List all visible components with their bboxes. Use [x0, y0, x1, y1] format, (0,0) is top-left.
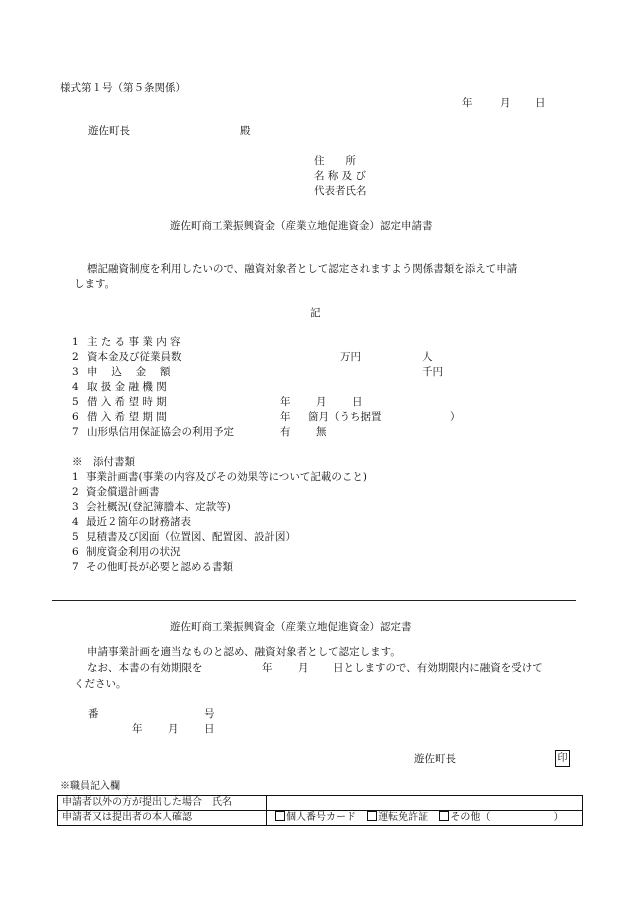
attachment-text: 会社概況(登記簿謄本、定款等)	[86, 501, 231, 513]
drivers-license-label: 運転免許証	[378, 812, 429, 823]
period-year: 年	[280, 396, 291, 408]
my-number-card-checkbox[interactable]	[275, 812, 356, 823]
cert-line-2-end: 日としますので、有効期限内に融資を受けて	[333, 662, 543, 674]
item-row	[72, 335, 552, 350]
cert-expiry-year: 年	[262, 662, 273, 674]
date-day: 日	[535, 97, 546, 109]
staff-table	[57, 795, 583, 826]
item-row	[72, 365, 552, 380]
attachment-item	[72, 530, 296, 545]
guarantee-yes: 有	[280, 426, 291, 438]
item-label: 資本金及び従業員数	[87, 351, 182, 363]
item-row	[72, 395, 552, 410]
checkbox-icon	[367, 811, 377, 821]
attachment-item	[72, 500, 231, 515]
item-label: 申 込 金 額	[87, 366, 171, 378]
item-number: 2	[72, 351, 79, 363]
item-number: 7	[72, 426, 79, 438]
attachment-item	[72, 560, 233, 575]
cert-line-3: ください。	[74, 678, 127, 690]
attachment-number: 4	[72, 516, 79, 528]
item-row	[72, 425, 552, 440]
identity-check-options	[267, 811, 583, 826]
guarantee-no: 無	[316, 426, 327, 438]
other-label: その他（	[450, 812, 491, 823]
date-year: 年	[462, 97, 473, 109]
attachment-item	[72, 470, 367, 485]
ki-label: 記	[310, 307, 321, 319]
attachment-number: 7	[72, 561, 79, 573]
employees-unit: 人	[422, 351, 433, 363]
other-checkbox[interactable]	[439, 812, 490, 823]
cert-date-year: 年	[132, 723, 143, 735]
term-close: ）	[450, 411, 461, 423]
attachment-number: 3	[72, 501, 79, 513]
item-label: 借 入 希 望 期 間	[87, 411, 167, 423]
cert-number-ban: 番	[88, 708, 99, 720]
attachment-item	[72, 545, 181, 560]
section-divider	[52, 600, 576, 601]
cert-date-month: 月	[168, 723, 179, 735]
item-row	[72, 380, 552, 395]
attachment-text: その他町長が必要と認める書類	[86, 561, 233, 573]
drivers-license-checkbox[interactable]	[367, 812, 428, 823]
other-close-paren: ）	[553, 812, 564, 823]
intro-line-2: します。	[74, 278, 116, 290]
attachment-text: 最近２箇年の財務諸表	[86, 516, 191, 528]
form-number: 様式第１号（第５条関係）	[60, 82, 186, 94]
application-title: 遊佐町商工業振興資金（産業立地促進資金）認定申請書	[170, 220, 433, 232]
attachments-title: ※ 添付書類	[72, 456, 135, 468]
cert-line-1: 申請事業計画を適当なものと認め、融資対象者として認定します。	[87, 646, 401, 658]
item-label: 主 た る 事 業 内 容	[87, 336, 181, 348]
term-year: 年	[280, 411, 291, 423]
issuer: 遊佐町長	[414, 753, 456, 765]
item-label: 借 入 希 望 時 期	[87, 396, 167, 408]
addressee-honorific: 殿	[240, 125, 251, 137]
seal-mark: 印	[555, 750, 570, 767]
item-number: 4	[72, 381, 79, 393]
table-row	[58, 811, 583, 826]
attachment-number: 1	[72, 471, 79, 483]
attachment-text: 見積書及び図面（位置図、配置図、設計図）	[86, 531, 296, 543]
cert-expiry-month: 月	[298, 662, 309, 674]
capital-unit: 万円	[340, 351, 361, 363]
attachment-text: 事業計画書(事業の内容及びその効果等について記載のこと)	[86, 471, 367, 483]
checkbox-icon	[439, 811, 449, 821]
checkbox-icon	[275, 811, 285, 821]
identity-check-label: 申請者又は提出者の本人確認	[58, 811, 267, 826]
attachment-number: 6	[72, 546, 79, 558]
attachment-text: 制度資金利用の状況	[86, 546, 181, 558]
staff-title: ※職員記入欄	[60, 781, 120, 792]
cert-line-2-start: なお、本書の有効期限を	[87, 662, 203, 674]
term-months: 箇月（うち据置	[308, 411, 382, 423]
item-number: 6	[72, 411, 79, 423]
cert-date-day: 日	[204, 723, 215, 735]
table-row	[58, 796, 583, 811]
applicant-representative-label: 代表者氏名	[314, 185, 367, 197]
attachment-number: 5	[72, 531, 79, 543]
period-day: 日	[352, 396, 363, 408]
item-number: 1	[72, 336, 79, 348]
attachment-item	[72, 515, 191, 530]
attachment-item	[72, 485, 160, 500]
intro-line-1: 標記融資制度を利用したいので、融資対象者として認定されますよう関係書類を添えて申請	[87, 263, 518, 275]
applicant-address-label: 住 所	[314, 155, 356, 167]
attachment-text: 資金償還計画書	[86, 486, 160, 498]
date-month: 月	[500, 97, 511, 109]
item-number: 3	[72, 366, 79, 378]
proxy-name-label: 申請者以外の方が提出した場合 氏名	[58, 796, 267, 811]
addressee-title: 遊佐町長	[88, 125, 130, 137]
my-number-card-label: 個人番号カード	[286, 812, 356, 823]
period-month: 月	[316, 396, 327, 408]
cert-title: 遊佐町商工業振興資金（産業立地促進資金）認定書	[170, 621, 412, 633]
item-row	[72, 410, 552, 425]
amount-unit: 千円	[422, 366, 443, 378]
item-label: 山形県信用保証協会の利用予定	[87, 426, 234, 438]
item-row	[72, 350, 552, 365]
item-number: 5	[72, 396, 79, 408]
proxy-name-field[interactable]	[267, 796, 583, 811]
applicant-name-label: 名 称 及 び	[314, 170, 367, 182]
cert-number-go: 号	[204, 708, 215, 720]
attachment-number: 2	[72, 486, 79, 498]
item-label: 取 扱 金 融 機 関	[87, 381, 167, 393]
